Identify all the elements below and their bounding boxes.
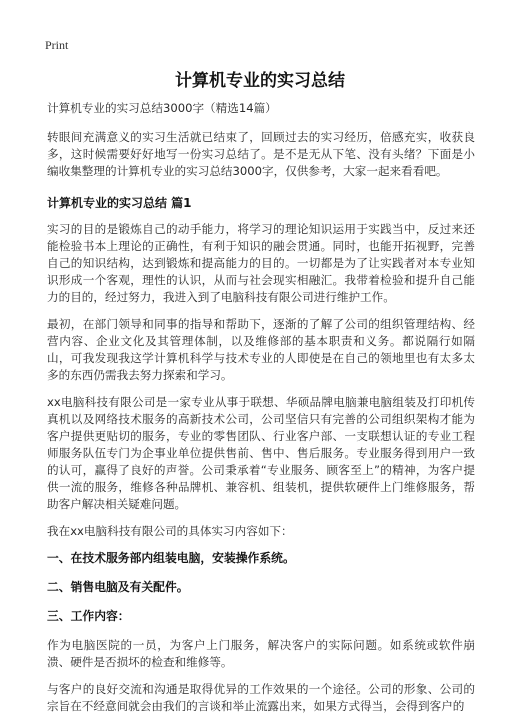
body-paragraph: xx电脑科技有限公司是一家专业从事于联想、华硕品牌电脑兼电脑组装及打印机传真机以及网络技术服务的高新技术公司，公司坚信只有完善的公司组织架构才能为客户提供更贴切的服务，专业的零售团队、行业客户部、一支联想认证的专业工程师服务队伍专门为企事业单位提供售前、售中、售后服务。专业服务得到用户一致的认可，赢得了良好的声誉。公司秉承着“专业服务、顾客至上”的精神，为客户提供一流的服务，维修各种品牌机、兼容机、组装机，提供软硬件上门维修服务，帮助客户解决相关疑难问题。 — [47, 395, 475, 511]
page-title: 计算机专业的实习总结 — [175, 71, 345, 91]
body-paragraph: 实习的目的是锻炼自己的动手能力，将学习的理论知识运用于实践当中，反过来还能检验书本上理论的正确性，有利于知识的融会贯通。同时，也能开拓视野，完善自己的知识结构，达到锻炼和提高能力的目的。一切都是为了让实践者对本专业知识形成一个客观，理性的认识，从而与社会现实相融汇。我带着检验和提升自己能力的目的，经过努力，我进入到了电脑科技有限公司进行维护工作。 — [47, 222, 475, 304]
section-heading: 计算机专业的实习总结 篇1 — [47, 196, 192, 210]
body-paragraph: 我在xx电脑科技有限公司的具体实习内容如下： — [47, 524, 293, 538]
intro-paragraph: 转眼间充满意义的实习生活就已结束了，回顾过去的实习经历，倍感充实，收获良多，这时候需要好好地写一份实习总结了。是不是无从下笔、没有头绪？下面是小编收集整理的计算机专业的实习总结3000字，仅供参考，大家一起来看看吧。 — [47, 130, 475, 178]
document-body — [47, 100, 475, 725]
list-item: 一、在技术服务部内组装电脑，安装操作系统。 — [47, 551, 295, 565]
document-subtitle: 计算机专业的实习总结3000字（精选14篇） — [47, 101, 277, 115]
body-paragraph: 作为电脑医院的一员，为客户上门服务，解决客户的实际问题。如系统或软件崩溃、硬件是否损坏的检查和维修等。 — [47, 638, 475, 669]
print-label: Print — [45, 38, 69, 52]
body-paragraph: 最初，在部门领导和同事的指导和帮助下，逐渐的了解了公司的组织管理结构、经营内容、企业文化及其管理体制，以及维修部的基本职责和义务。都说隔行如隔山，可我发现我这学计算机科学与技术专业的人即使是在自己的领地里也有太多太多的东西仍需我去努力探索和学习。 — [47, 317, 475, 382]
list-item: 二、销售电脑及有关配件。 — [47, 580, 189, 594]
list-item: 三、工作内容： — [47, 609, 130, 623]
body-paragraph: 与客户的良好交流和沟通是取得优异的工作效果的一个途径。公司的形象、公司的宗旨在不经意间就会由我们的言谈和举止流露出来，如果方式得当，会得到客户的 — [47, 682, 475, 713]
